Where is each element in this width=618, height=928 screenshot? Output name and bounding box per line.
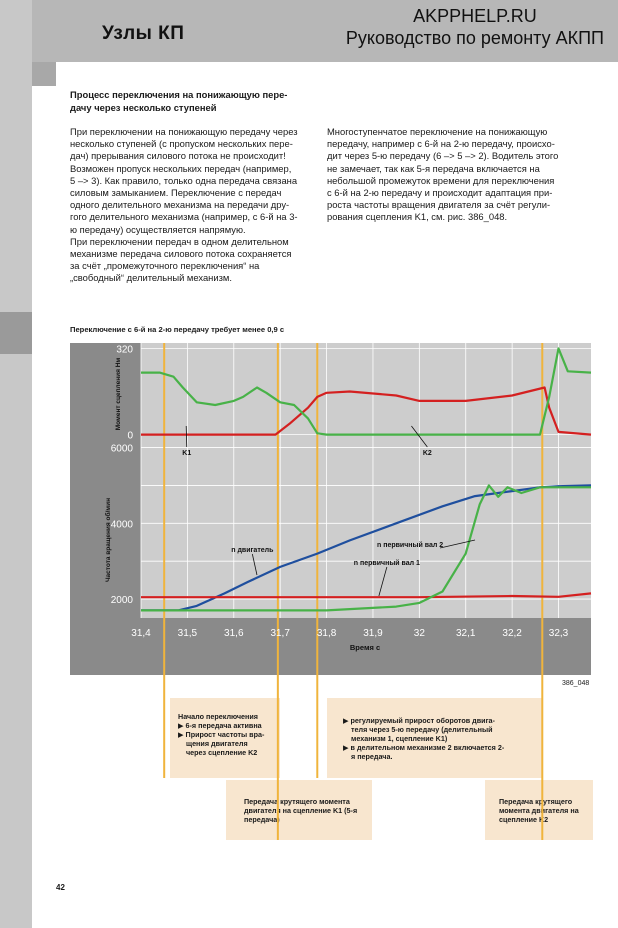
text-line: Многоступенчатое переключение на понижающую: [327, 126, 548, 137]
x-tick-label: 31,9: [363, 628, 383, 639]
heading-line: Процесс переключения на понижающую пере-: [70, 89, 288, 100]
text-line: „свободный“ делительный механизм.: [70, 272, 232, 284]
callout-text: [244, 797, 357, 824]
text-line: 5 –> 3). Как правило, только одна передача связана: [70, 174, 298, 186]
text-line: за счёт „промежуточного переключения“ на: [70, 260, 260, 272]
x-tick-label: 32,2: [502, 628, 522, 639]
figure-caption: Переключение с 6-й на 2-ю передачу требует менее 0,9 с: [70, 325, 285, 334]
section-title: Узлы КП: [102, 23, 185, 44]
page-number: 42: [56, 883, 65, 892]
text-line: передачу, например с 6-й на 2-ю передачу, происхо-: [327, 138, 555, 150]
text-line: ю передачу) осуществляется напрямую.: [70, 223, 246, 235]
callout-line: Передача крутящего момента: [244, 797, 350, 806]
text-line: с 6-й на 2-ю передачу и происходит адаптация при-: [327, 187, 553, 199]
y-tick-label: 0: [127, 430, 133, 442]
text-line: дач) прерывания силового потока не происходит!: [70, 150, 286, 162]
callout-text: [499, 797, 579, 824]
callout-text: [343, 716, 504, 761]
callout-line: ▶ в делительном механизме 2 включается 2-: [343, 743, 505, 752]
x-tick-label: 31,4: [131, 628, 151, 639]
text-line: одного делительного механизма на передачи дру-: [70, 199, 290, 211]
callout-line: Передача крутящего: [499, 797, 573, 806]
text-line: При переключении на понижающую передачу через: [70, 126, 298, 137]
callout-torque-k1: [226, 780, 372, 840]
figure-code: 386_048: [562, 680, 590, 687]
ylabel-bottom: Частота вращения об/мин: [105, 497, 112, 583]
text-line: механизме передача силового потока сохраняется: [70, 248, 292, 260]
x-tick-label: 32: [413, 628, 425, 639]
text-line: небольшой промежуток времени для переключения: [327, 174, 555, 186]
text-line: гого делительного механизма (например, с 6-й на 3-: [70, 211, 298, 223]
y-tick-label: 4000: [110, 519, 133, 531]
series-label: n первичный вал 2: [377, 542, 444, 549]
x-tick-label: 31,7: [270, 628, 290, 639]
x-tick-label: 31,5: [177, 628, 198, 639]
callout-line: ▶ регулируемый прирост оборотов двига-: [343, 716, 495, 725]
callout-line: двигателя на сцепление K1 (5-я: [244, 806, 358, 815]
callout-line: ▶ 6-я передача активна: [178, 721, 262, 730]
x-tick-label: 32,3: [548, 628, 569, 639]
xlabel: Время с: [349, 643, 381, 652]
ylabel-top: Момент сцепления Нм: [115, 357, 122, 431]
callout-line: щения двигателя: [186, 739, 248, 748]
callout-line: момента двигателя на: [499, 806, 579, 815]
callout-line: я передача.: [351, 752, 393, 761]
text-line: не замечает, так как 5-я передача включается на: [327, 162, 540, 174]
callout-torque-k2: [485, 780, 593, 840]
text-line: Возможен пропуск нескольких передач (например,: [70, 162, 292, 174]
x-tick-label: 31,6: [224, 628, 244, 639]
text-line: несколько ступеней (с пропуском нескольких пере-: [70, 138, 293, 150]
text-line: При переключении передач в одном делительном: [70, 235, 289, 247]
callout-text: [178, 712, 264, 757]
series-label: n двигатель: [231, 547, 274, 554]
text-line: роста частоты вращения двигателя за счёт регули-: [327, 199, 551, 211]
x-tick-label: 32,1: [456, 628, 476, 639]
callout-line: передача): [244, 815, 280, 824]
series-label: K2: [422, 450, 432, 457]
y-tick-label: 2000: [110, 595, 133, 607]
heading-line: дачу через несколько ступеней: [70, 101, 217, 113]
x-tick-label: 31,8: [316, 628, 337, 639]
manual-subtitle: Руководство по ремонту АКПП: [345, 28, 604, 48]
callout-line: сцепление K2: [499, 815, 549, 824]
label-leader: [186, 426, 187, 447]
plot-area: [141, 343, 591, 618]
callout-regulated-rise: [327, 698, 542, 778]
text-line: дит через 5-ю передачу (6 –> 5 –> 2). Водитель этого: [327, 150, 559, 162]
text-line: силовым замыканием. Переключение с передач: [70, 187, 282, 199]
callout-line: механизм 1, сцепление K1): [351, 734, 448, 743]
site-name: AKPPHELP.RU: [413, 6, 537, 26]
callout-shift-start: [170, 698, 280, 778]
y-tick-label: 320: [116, 344, 133, 356]
series-label: n первичный вал 1: [353, 560, 420, 567]
callout-line: через сцепление K2: [186, 748, 258, 757]
y-tick-label: 6000: [110, 443, 133, 455]
series-label: K1: [182, 450, 192, 457]
text-line: рования сцепления K1, см. рис. 386_048.: [327, 211, 508, 223]
callout-line: Начало переключения: [178, 712, 259, 721]
callout-line: ▶ Прирост частоты вра-: [178, 730, 265, 739]
callout-line: теля через 5-ю передачу (делительный: [351, 725, 493, 734]
